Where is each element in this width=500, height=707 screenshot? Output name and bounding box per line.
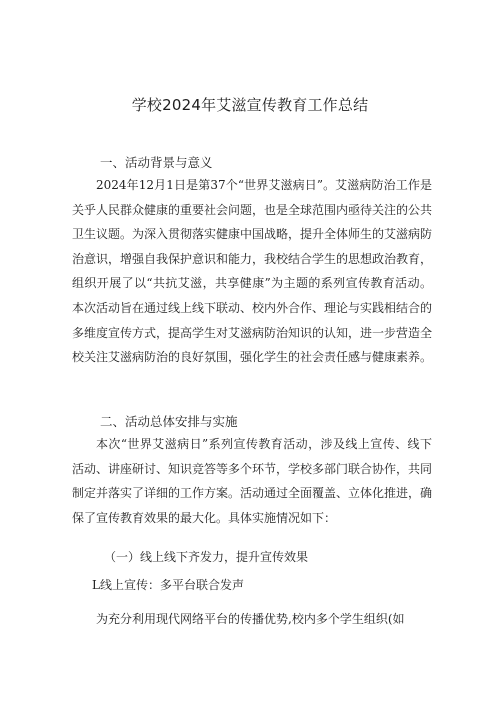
section-1-heading: 一、活动背景与意义 (100, 155, 213, 170)
section-1-paragraph: 2024年12月1日是第37个“世界艾滋病日”。艾滋病防治工作是关乎人民群众健康的重要社会问题，也是全球范围内亟待关注的公共卫生议题。为深入贯彻落实健康中国战略，提升全体师生的艾滋病防治意识，增强自我保护意识和能力，我校结合学生的思想政治教育，组织开展了以“共抗艾滋，共享健康”为主题的系列宣传教育活动。本次活动旨在通过线上线下联动、校内外合作、理论与实践相结合的多维度宣传方式，提高学生对艾滋病防治知识的认知，进一步营造全校关注艾滋病防治的良好氛围，强化学生的社会责任感与健康素养。 (72, 178, 433, 365)
section-2-paragraph: 本次“世界艾滋病日”系列宣传教育活动，涉及线上宣传、线下活动、讲座研讨、知识竞答等多个环节，学校多部门联合协作，共同制定并落实了详细的工作方案。活动通过全面覆盖、立体化推进，确保了宣传教育效果的最大化。具体实施情况如下： (72, 437, 433, 525)
document-title: 学校2024年艾滋宣传教育工作总结 (131, 96, 369, 114)
section-2-heading: 二、活动总体安排与实施 (100, 414, 238, 429)
subsection-1-heading: （一）线上线下齐发力，提升宣传效果 (104, 550, 309, 564)
item-1-paragraph: 为充分利用现代网络平台的传播优势,校内多个学生组织(如 (96, 612, 405, 626)
item-1-heading: L线上宣传：多平台联合发声 (92, 578, 244, 592)
